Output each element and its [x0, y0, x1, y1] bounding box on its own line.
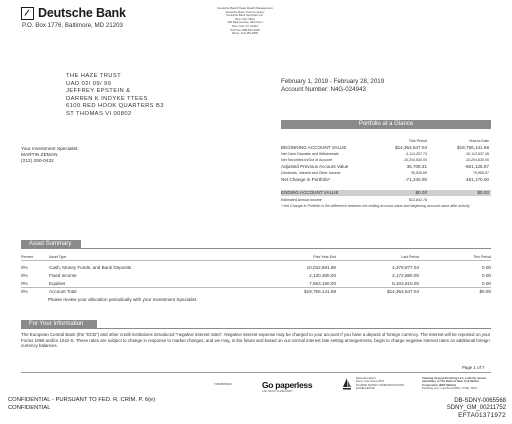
- info-text: The European Central Bank (the "ECB") and other credit institutions introduced "negative interest rates". Negative interest expense may be charged to your account if you have a deposit of foreign currency. The interest will be reported on your Forms 1099 and/or 1042-S. These rates are subject to change in response to market changes, and we may, in the future and based on our normal interest rate setting arrangements, begin to charge negative interest rates on additional foreign currency balances.: [21, 332, 491, 349]
- divider: [97, 328, 491, 329]
- info-section-header: For Your Information: [21, 320, 97, 329]
- statement-period-block: [281, 78, 384, 94]
- dalbar-text: Rated Excellent Every Year Since 2007 DALBAR RATED COMMUNICATIONS EXCELLENCE: [356, 376, 404, 391]
- asset-allocation-note: Please review your allocation periodically with your Investment Specialist.: [48, 297, 198, 302]
- portfolio-section-header: Portfolio at a Glance: [281, 120, 491, 129]
- page-number: Page 1 of 7: [462, 365, 485, 370]
- office-address-block: Deutsche Bank Private Wealth Management Deutsche Bank Trust Company Deutsche Bank Securities Inc. New York Office 345 Park Avenue, 26th Floor New York, NY 10154 Toll Free: 888-812-1000 Direct: 212-454-2800: [217, 6, 273, 36]
- account-number: Account Number: N4G-024943: [281, 86, 366, 93]
- clearing-text: Clearing through Pershing LLC, a wholly owned subsidiary of The Bank of New York Mellon Corporation (BNY Mellon) Pershing LLC, member FINRA, NYSE, SIPC: [422, 376, 486, 391]
- divider: [21, 372, 491, 373]
- bank-address: P.O. Box 1776, Baltimore, MD 21203: [22, 22, 124, 29]
- efta-number: EFTA01371972: [458, 412, 506, 419]
- bates-numbers: DB-SDNY-0065568 SDNY_GM_00211752: [446, 398, 506, 412]
- net-change-note: * Net Change in Portfolio is the difference between the ending account value and beginning account value after activity.: [281, 204, 471, 208]
- divider: [21, 260, 491, 261]
- client-address: THE HAZE TRUST UAD 02/ 09/ 99 JEFFREY EPSTEIN & DARREN K INDYKE TTEES 6100 RED HOOK QUARTERS B3 ST THOMAS VI 00802: [66, 73, 164, 117]
- divider: [21, 287, 491, 288]
- go-paperless-subtitle: ASK ABOUT E-DELIVERY: [262, 390, 293, 393]
- dalbar-ship-icon: [342, 377, 352, 391]
- asset-summary-header: Asset Summary: [21, 240, 81, 249]
- statement-code: Y0S0B05200: [214, 382, 232, 386]
- divider: [81, 248, 491, 249]
- bank-name: Deutsche Bank: [38, 6, 126, 20]
- investment-specialist: Your Investment Specialist: MARTIN ZEMAN (212) 250-0432: [21, 147, 79, 165]
- confidential-notice: CONFIDENTIAL - PURSUANT TO FED. R. CRIM. P. 6(e) CONFIDENTIAL: [8, 397, 156, 411]
- statement-period: February 1, 2019 - February 28, 2019: [281, 78, 385, 85]
- go-paperless-logo: Go paperless: [262, 380, 313, 390]
- deutsche-bank-logo-icon: [21, 7, 34, 20]
